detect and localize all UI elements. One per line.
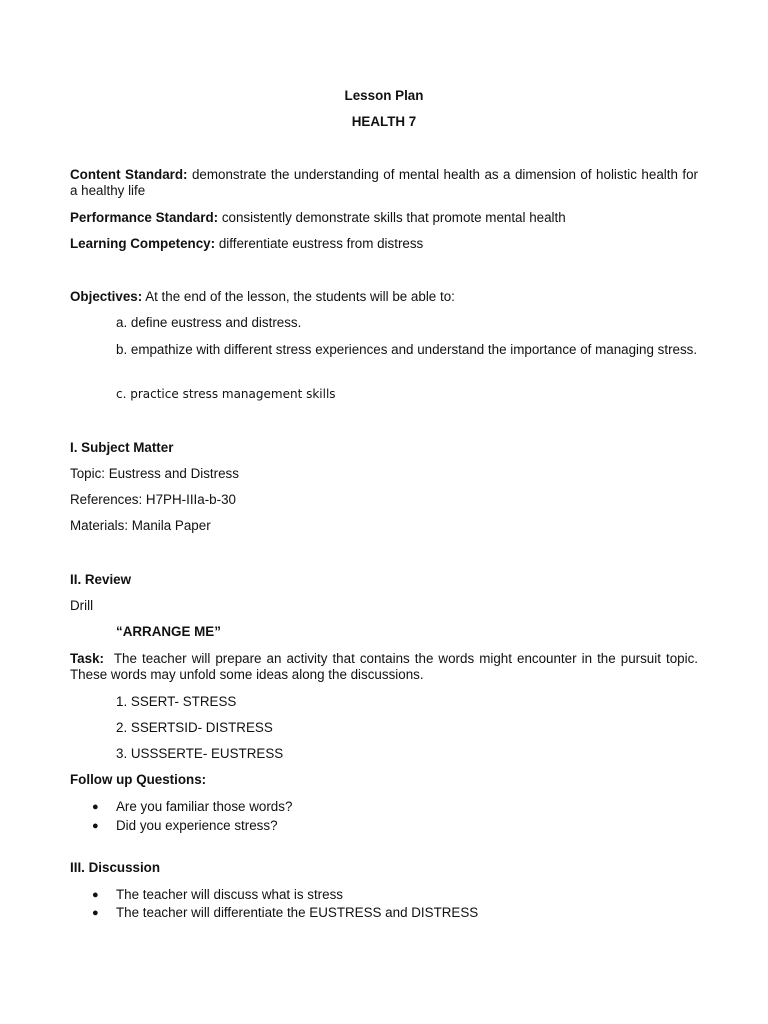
performance-standard-label: Performance Standard: (70, 210, 219, 225)
task-text: The teacher will prepare an activity that contains the words might encounter in the pursuit topic. These words may unfold some ideas along the discussions. (70, 651, 698, 682)
review-drill: Drill (70, 598, 94, 613)
bullet-icon: ● (92, 820, 99, 832)
review-heading: II. Review (70, 572, 132, 587)
objective-item: c. practice stress management skills (116, 387, 336, 401)
content-standard-label: Content Standard: (70, 167, 188, 182)
performance-standard (70, 210, 698, 226)
learning-competency-text: differentiate eustress from distress (218, 236, 424, 251)
content-standard-text: demonstrate the understanding of mental health as a dimension of holistic health for a healthy life (70, 167, 698, 198)
document-subject: HEALTH 7 (351, 114, 417, 129)
scrambled-word: 3. USSSERTE- EUSTRESS (116, 746, 284, 761)
scrambled-word: 1. SSERT- STRESS (116, 694, 237, 709)
objectives-label: Objectives: (70, 289, 143, 304)
bullet-icon: ● (92, 801, 99, 813)
objectives-intro (70, 289, 698, 305)
objective-item: a. define eustress and distress. (116, 315, 302, 330)
subject-references: References: H7PH-IIIa-b-30 (70, 492, 236, 507)
performance-standard-text: consistently demonstrate skills that promote mental health (221, 210, 566, 225)
document-title: Lesson Plan (344, 88, 424, 103)
followup-question: Are you familiar those words? (116, 799, 293, 814)
bullet-icon: ● (92, 907, 99, 919)
discussion-point: The teacher will differentiate the EUSTRESS and DISTRESS (116, 905, 479, 920)
activity-title: “ARRANGE ME” (116, 624, 221, 639)
task-description (70, 651, 698, 683)
objectives-intro-text: At the end of the lesson, the students will be able to: (145, 289, 455, 304)
task-label: Task: (70, 651, 104, 666)
objective-item: b. empathize with different stress experiences and understand the importance of managing stress. (116, 342, 698, 357)
followup-question: Did you experience stress? (116, 818, 278, 833)
discussion-heading: III. Discussion (70, 860, 161, 875)
learning-competency-label: Learning Competency: (70, 236, 216, 251)
followup-heading: Follow up Questions: (70, 772, 207, 787)
content-standard (70, 167, 698, 199)
discussion-point: The teacher will discuss what is stress (116, 887, 343, 902)
scrambled-word: 2. SSERTSID- DISTRESS (116, 720, 273, 735)
subject-topic: Topic: Eustress and Distress (70, 466, 239, 481)
subject-matter-heading: I. Subject Matter (70, 440, 174, 455)
learning-competency (70, 236, 698, 252)
subject-materials: Materials: Manila Paper (70, 518, 211, 533)
bullet-icon: ● (92, 889, 99, 901)
